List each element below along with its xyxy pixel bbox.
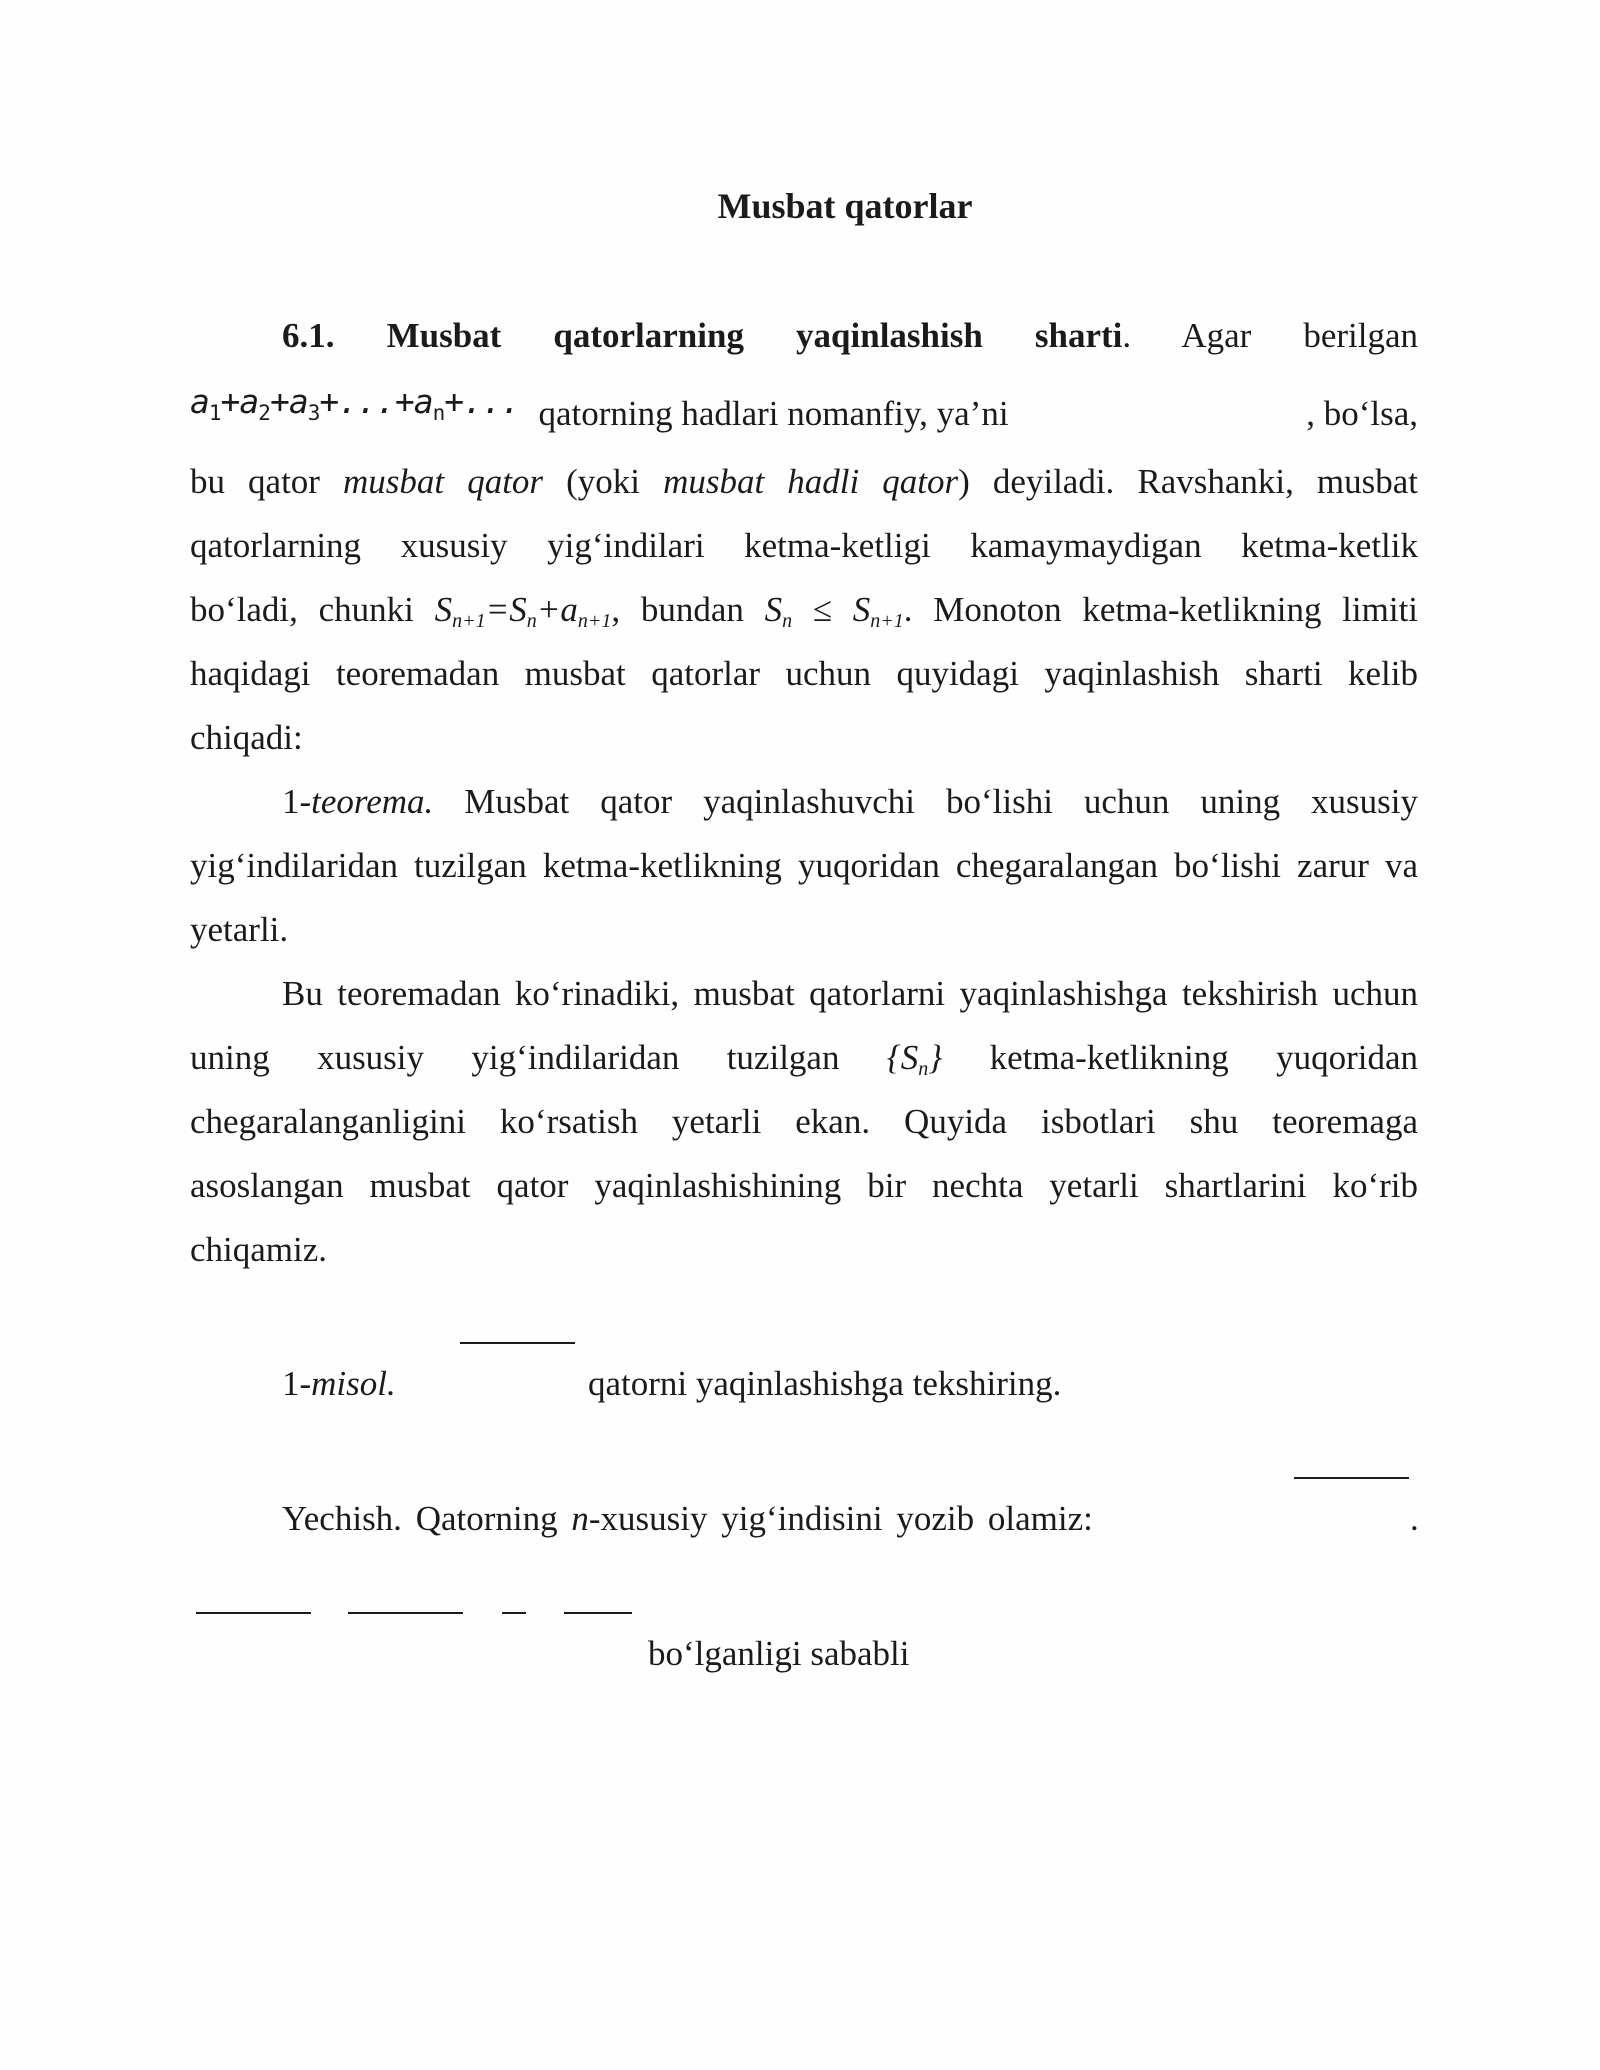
series-formula: $a_1+a_2+a_3+...+a_n+$... — [190, 382, 520, 425]
text-line-5: bo‘ladi, chunki Sn+1=Sn+an+1, bundan Sn ≤ Sn+1. Monoton ketma-ketlikning limiti — [190, 590, 1419, 632]
line2-end: , bo‘lsa, — [1306, 394, 1418, 433]
last-line: bo‘lganligi sababli — [648, 1634, 910, 1673]
fraction-bar — [348, 1612, 463, 1614]
fraction-bar — [502, 1612, 526, 1614]
line2-text: qatorning hadlari nomanfiy, ya’ni — [538, 394, 1009, 433]
fraction-bar — [1294, 1477, 1409, 1479]
text-line-12: uning xususiy yig‘indilaridan tuzilgan {Sn} ketma-ketlikning yuqoridan — [190, 1038, 1418, 1080]
fraction-bar — [196, 1612, 311, 1614]
fraction-bar — [460, 1342, 575, 1344]
text-line-13: chegaralanganligini ko‘rsatish yetarli ekan. Quyida isbotlari shu teoremaga — [190, 1102, 1418, 1141]
text-line-11: Bu teoremadan ko‘rinadiki, musbat qatorlarni yaqinlashishga tekshirish uchun — [282, 974, 1418, 1013]
text-line-6: haqidagi teoremadan musbat qatorlar uchun quyidagi yaqinlashish sharti kelib — [190, 654, 1418, 693]
solution-line: Yechish. Qatorning n-xususiy yig‘indisini yozib olamiz: — [282, 1499, 1093, 1538]
example-label: 1-misol. — [282, 1364, 396, 1403]
solution-dot: . — [1410, 1499, 1419, 1538]
text-line-14: asoslangan musbat qator yaqinlashishining bir nechta yetarli shartlarini ko‘rib — [190, 1166, 1418, 1205]
section-number: 6.1. — [282, 316, 335, 355]
formula-line — [190, 382, 1418, 440]
text-line-15: chiqamiz. — [190, 1230, 328, 1269]
text-line-4: qatorlarning xususiy yig‘indilari ketma-ketligi kamaymaydigan ketma-ketlik — [190, 526, 1418, 565]
theorem-line: 1-teorema. Musbat qator yaqinlashuvchi bo‘lishi uchun uning xususiy — [282, 782, 1419, 821]
text-line-7: chiqadi: — [190, 718, 303, 757]
fraction-bar — [564, 1612, 632, 1614]
theorem-label: 1-teorema. — [282, 782, 434, 821]
text-line-9: yig‘indilaridan tuzilgan ketma-ketlikning yuqoridan chegaralangan bo‘lishi zarur va — [190, 846, 1418, 885]
text-line-3: bu qator musbat qator (yoki musbat hadli qator) deyiladi. Ravshanki, musbat — [190, 462, 1419, 501]
example-text: qatorni yaqinlashishga tekshiring. — [588, 1364, 1062, 1403]
section-heading: Musbat qatorlarning yaqinlashish sharti — [386, 316, 1123, 355]
page-title: Musbat qatorlar — [717, 186, 973, 226]
section-heading-line: 6.1. Musbat qatorlarning yaqinlashish sharti. Agar berilgan — [282, 316, 1419, 355]
section-lead: Agar berilgan — [1181, 316, 1419, 355]
text-line-10: yetarli. — [190, 910, 289, 949]
